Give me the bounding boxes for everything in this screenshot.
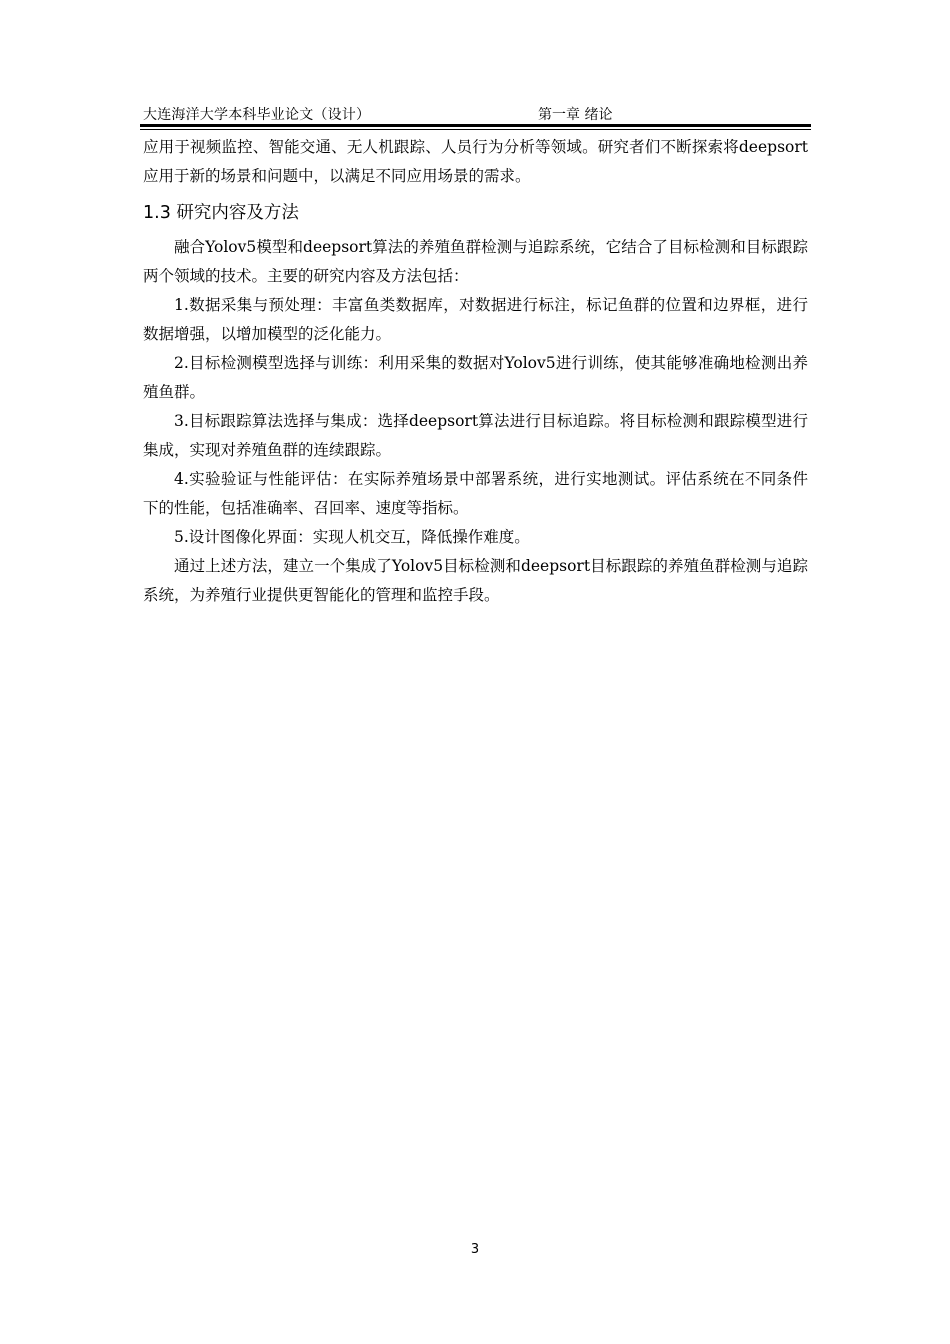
page-number: 3: [470, 1242, 480, 1257]
paragraph-item-4: 4.实验验证与性能评估：在实际养殖场景中部署系统，进行实地测试。评估系统在不同条件下的性能，包括准确率、召回率、速度等指标。: [143, 470, 808, 517]
paragraph-item-5: 5.设计图像化界面：实现人机交互，降低操作难度。: [174, 528, 530, 546]
section-heading: 1.3 研究内容及方法: [143, 203, 299, 223]
page-header: [143, 104, 811, 126]
page-content: [143, 133, 808, 610]
paragraph-item-2: 2.目标检测模型选择与训练：利用采集的数据对Yolov5进行训练，使其能够准确地检测出养殖鱼群。: [143, 354, 808, 401]
intro-paragraph: 应用于视频监控、智能交通、无人机跟踪、人员行为分析等领域。研究者们不断探索将deepsort应用于新的场景和问题中，以满足不同应用场景的需求。: [143, 138, 808, 185]
paragraph-overview: 融合Yolov5模型和deepsort算法的养殖鱼群检测与追踪系统，它结合了目标检测和目标跟踪两个领域的技术。主要的研究内容及方法包括：: [143, 238, 808, 285]
paragraph-item-1: 1.数据采集与预处理：丰富鱼类数据库，对数据进行标注，标记鱼群的位置和边界框，进行数据增强，以增加模型的泛化能力。: [143, 296, 808, 343]
header-rule-thick: [140, 124, 811, 127]
paragraph-conclusion: 通过上述方法，建立一个集成了Yolov5目标检测和deepsort目标跟踪的养殖鱼群检测与追踪系统，为养殖行业提供更智能化的管理和监控手段。: [143, 557, 808, 604]
header-thesis-title: 大连海洋大学本科毕业论文（设计）: [143, 107, 371, 123]
paragraph-item-3: 3.目标跟踪算法选择与集成：选择deepsort算法进行目标追踪。将目标检测和跟踪模型进行集成，实现对养殖鱼群的连续跟踪。: [143, 412, 808, 459]
header-rule-thin: [140, 129, 811, 130]
header-chapter-title: 第一章 绪论: [538, 107, 613, 123]
